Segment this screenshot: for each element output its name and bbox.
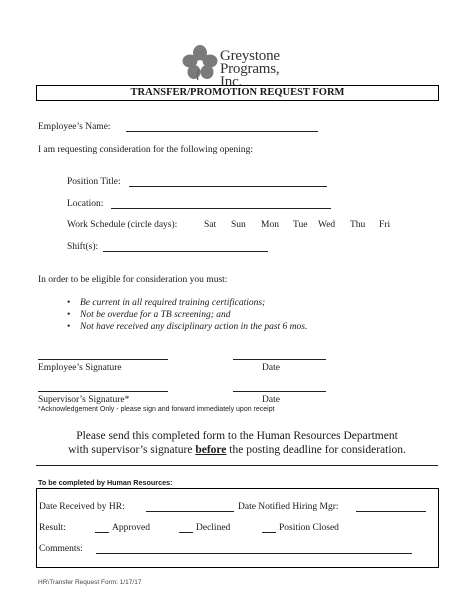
supervisor-signature-label: Supervisor’s Signature*: [38, 395, 130, 405]
hr-section-box: [36, 488, 439, 568]
requirements-list: [65, 297, 395, 333]
day-thu[interactable]: Thu: [350, 220, 366, 230]
date-notified-field[interactable]: [356, 511, 426, 512]
logo: [182, 44, 302, 90]
employee-date-label: Date: [262, 363, 280, 373]
footer-form-id: HR\Transfer Request Form: 1/17/17: [38, 579, 142, 586]
day-fri[interactable]: Fri: [379, 220, 391, 230]
day-sat[interactable]: Sat: [204, 220, 217, 230]
requirement-item: • Be current in all required training certifications;: [65, 297, 395, 309]
employee-signature-field[interactable]: [38, 359, 168, 360]
employee-name-field[interactable]: [126, 131, 318, 132]
acknowledgement-note: *Acknowledgement Only - please sign and forward immediately upon receipt: [38, 406, 275, 413]
requirement-item: • Not be overdue for a TB screening; and: [65, 309, 395, 321]
declined-label: Declined: [196, 523, 231, 533]
employee-signature-label: Employee’s Signature: [38, 363, 122, 373]
form-title: TRANSFER/PROMOTION REQUEST FORM: [130, 87, 345, 98]
logo-name-line1: Greystone: [220, 48, 280, 64]
submission-instruction: [36, 429, 438, 457]
position-closed-label: Position Closed: [279, 523, 339, 533]
date-notified-label: Date Notified Hiring Mgr:: [238, 502, 339, 512]
work-schedule-label: Work Schedule (circle days):: [67, 220, 178, 230]
instruction-line-2: [36, 443, 438, 457]
instruction-bold-before: before: [195, 444, 227, 456]
instruction-line-1: Please send this completed form to the Human Resources Department: [76, 430, 398, 442]
shifts-label: Shift(s):: [67, 242, 99, 252]
approved-checkbox[interactable]: [95, 532, 109, 533]
location-field[interactable]: [111, 208, 331, 209]
comments-field[interactable]: [96, 553, 412, 554]
day-wed[interactable]: Wed: [318, 220, 336, 230]
position-title-label: Position Title:: [67, 177, 121, 187]
day-mon[interactable]: Mon: [261, 220, 279, 230]
supervisor-date-field[interactable]: [233, 391, 326, 392]
section-divider: [36, 465, 438, 466]
form-title-box: [36, 85, 439, 101]
eligibility-intro: In order to be eligible for consideration you must:: [38, 275, 228, 285]
location-label: Location:: [67, 199, 104, 209]
logo-name-line2: Programs, Inc.: [220, 61, 280, 90]
result-label: Result:: [39, 523, 66, 533]
day-sun[interactable]: Sun: [231, 220, 246, 230]
position-title-field[interactable]: [129, 186, 327, 187]
instruction-text-b: the posting deadline for consideration.: [226, 444, 406, 456]
comments-label: Comments:: [39, 544, 83, 554]
date-received-label: Date Received by HR:: [39, 502, 125, 512]
shifts-field[interactable]: [103, 251, 268, 252]
instruction-text-a: with supervisor’s signature: [68, 444, 196, 456]
supervisor-signature-field[interactable]: [38, 391, 168, 392]
supervisor-date-label: Date: [262, 395, 280, 405]
day-tue[interactable]: Tue: [293, 220, 308, 230]
requesting-text: I am requesting consideration for the following opening:: [38, 145, 254, 155]
approved-label: Approved: [112, 523, 150, 533]
hr-section-heading: To be completed by Human Resources:: [38, 478, 173, 487]
requirement-item: • Not have received any disciplinary action in the past 6 mos.: [65, 321, 395, 333]
declined-checkbox[interactable]: [179, 532, 193, 533]
employee-name-label: Employee’s Name:: [38, 122, 111, 132]
flower-logo-icon: [182, 44, 218, 82]
employee-date-field[interactable]: [233, 359, 326, 360]
position-closed-checkbox[interactable]: [262, 532, 276, 533]
date-received-field[interactable]: [146, 511, 234, 512]
